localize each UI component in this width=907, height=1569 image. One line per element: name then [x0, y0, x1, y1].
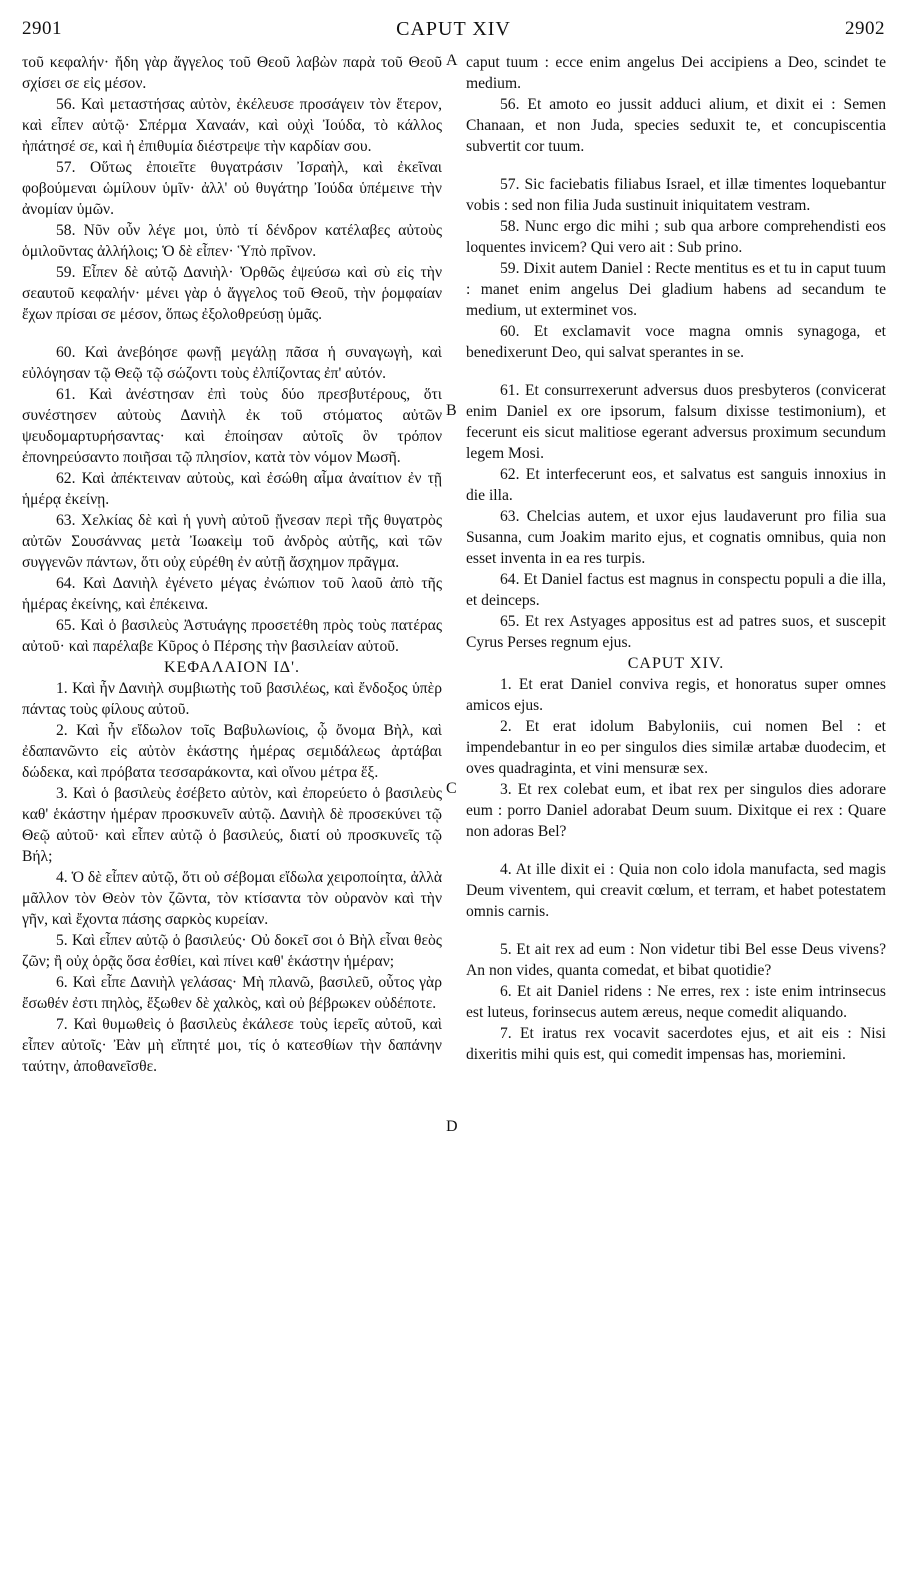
greek-ch14-verse-7: 7. Καὶ θυμωθεὶς ὁ βασιλεὺς ἐκάλεσε τοὺς ἱερεῖς αὐτοῦ, καὶ εἶπεν αὐτοῖς· Ἐὰν μὴ εἴπητέ μοι, τίς ὁ κατεσθίων τὴν δαπάνην ταύτην, ἀποθανεῖσθε. [22, 1016, 442, 1075]
greek-verse-59: 59. Εἶπεν δὲ αὐτῷ Δανιὴλ· Ὀρθῶς ἐψεύσω καὶ σὺ εἰς τὴν σεαυτοῦ κεφαλήν· μένει γὰρ ὁ ἄγγελος τοῦ Θεοῦ, τὴν ῥομφαίαν ἔχων πρίσαι σε μέσον, ὅπως ἐξολοθρεύσῃ ὑμᾶς. [22, 264, 442, 323]
greek-verse-58: 58. Νῦν οὖν λέγε μοι, ὑπὸ τί δένδρον κατέλαβες αὐτοὺς ὁμιλοῦντας ἀλλήλοις; Ὁ δὲ εἶπεν· Ὑπὸ πρῖνον. [22, 222, 442, 260]
latin-verse-59: 59. Dixit autem Daniel : Recte mentitus es et tu in caput tuum : manet enim angelus Dei gladium habens ad secandum te medium, ut exterminet vos. [466, 260, 886, 319]
greek-verse-65: 65. Καὶ ὁ βασιλεὺς Ἀστυάγης προσετέθη πρὸς τοὺς πατέρας αὐτοῦ· καὶ παρέλαβε Κῦρος ὁ Πέρσης τὴν βασιλείαν αὐτοῦ. [22, 617, 442, 655]
latin-verse-55-cont: caput tuum : ecce enim angelus Dei accipiens a Deo, scindet te medium. [466, 54, 886, 92]
latin-verse-56: 56. Et amoto eo jussit adduci alium, et dixit ei : Semen Chanaan, et non Juda, species seduxit te, et concupiscentia subvertit cor tuum. [466, 96, 886, 155]
latin-verse-63: 63. Chelcias autem, et uxor ejus laudaverunt pro filia sua Susanna, cum Joakim marito ejus, et cognatis omnibus, quia non esset inventa in ea res turpis. [466, 508, 886, 567]
latin-verse-60: 60. Et exclamavit voce magna omnis synagoga, et benedixerunt Deo, qui salvat sperantes in se. [466, 323, 886, 361]
greek-verse-62: 62. Καὶ ἀπέκτειναν αὐτοὺς, καὶ ἐσώθη αἷμα ἀναίτιον ἐν τῇ ἡμέρᾳ ἐκείνῃ. [22, 470, 442, 508]
greek-ch14-verse-4: 4. Ὁ δὲ εἶπεν αὐτῷ, ὅτι οὐ σέβομαι εἴδωλα χειροποίητα, ἀλλὰ μᾶλλον τὸν Θεὸν τὸν ζῶντα, τὸν κτίσαντα τὸν οὐρανὸν καὶ τὴν γῆν, καὶ ἔχοντα πάσης σαρκὸς κυρείαν. [22, 869, 442, 928]
greek-verse-60: 60. Καὶ ἀνεβόησε φωνῇ μεγάλῃ πᾶσα ἡ συναγωγὴ, καὶ εὐλόγησαν τῷ Θεῷ τῷ σώζοντι τοὺς ἐλπίζοντας ἐπ' αὐτόν. [22, 344, 442, 382]
latin-chapter-heading: CAPUT XIV. [627, 655, 725, 672]
latin-verse-58: 58. Nunc ergo dic mihi ; sub qua arbore comprehendisti eos loquentes invicem? Qui vero ait : Sub prino. [466, 218, 886, 256]
latin-ch14-verse-6: 6. Et ait Daniel ridens : Ne erres, rex : iste enim intrinsecus est luteus, forinsecus autem æreus, neque comedit aliquando. [466, 983, 886, 1021]
page-number-left: 2901 [22, 18, 62, 39]
greek-verse-56: 56. Καὶ μεταστήσας αὐτὸν, ἐκέλευσε προσάγειν τὸν ἕτερον, καὶ εἶπεν αὐτῷ· Σπέρμα Χαναάν, καὶ οὐχὶ Ἰούδα, τὸ κάλλος ἠπάτησέ σε, καὶ ἡ ἐπιθυμία διέστρεψε τὴν καρδίαν σου. [22, 96, 442, 155]
greek-ch14-verse-1: 1. Καὶ ἦν Δανιὴλ συμβιωτὴς τοῦ βασιλέως, καὶ ἔνδοξος ὑπὲρ πάντας τοὺς φίλους αὐτοῦ. [22, 680, 442, 718]
latin-ch14-verse-4: 4. At ille dixit ei : Quia non colo idola manufacta, sed magis Deum viventem, qui creavit cœlum, et terram, et habet potestatem omnis carnis. [466, 861, 886, 920]
greek-ch14-verse-5: 5. Καὶ εἶπεν αὐτῷ ὁ βασιλεύς· Οὐ δοκεῖ σοι ὁ Βὴλ εἶναι θεὸς ζῶν; ἢ οὐχ ὁρᾷς ὅσα ἐσθίει, καὶ πίνει καθ' ἑκάστην ἡμέραν; [22, 932, 442, 970]
greek-verse-63: 63. Χελκίας δὲ καὶ ἡ γυνὴ αὐτοῦ ᾔνεσαν περὶ τῆς θυγατρὸς αὐτῶν Σουσάννας μετὰ Ἰωακεὶμ τοῦ ἀνδρὸς αὐτῆς, καὶ τῶν συγγενῶν πάντων, ὅτι οὐχ εὑρέθη ἐν αὐτῇ ἄσχημον πρᾶγμα. [22, 512, 442, 571]
latin-verse-62: 62. Et interfecerunt eos, et salvatus est sanguis innoxius in die illa. [466, 466, 886, 504]
greek-verse-57: 57. Οὕτως ἐποιεῖτε θυγατράσιν Ἰσραὴλ, καὶ ἐκεῖναι φοβούμεναι ὡμίλουν ὑμῖν· ἀλλ' οὐ θυγάτηρ Ἰούδα ὑπέμεινε τὴν ἀνομίαν ὑμῶν. [22, 159, 442, 218]
margin-mark-a: A [446, 52, 458, 69]
page-header [0, 18, 907, 42]
latin-ch14-verse-2: 2. Et erat idolum Babyloniis, cui nomen Bel : et impendebantur in eo per singulos dies similæ artabæ duodecim, et oves quadraginta, et vini mensuræ sex. [466, 718, 886, 777]
margin-mark-b: B [446, 402, 457, 419]
latin-ch14-verse-1: 1. Et erat Daniel conviva regis, et honoratus super omnes amicos ejus. [466, 676, 886, 714]
margin-mark-d: D [446, 1118, 458, 1135]
latin-ch14-verse-3: 3. Et rex colebat eum, et ibat rex per singulos dies adorare eum : porro Daniel adorabat Deum suum. Dixitque ei rex : Quare non adoras Bel? [466, 781, 886, 840]
latin-verse-57: 57. Sic faciebatis filiabus Israel, et illæ timentes loquebantur vobis : sed non filia Juda sustinuit iniquitatem vestram. [466, 176, 886, 214]
greek-verse-55-cont: τοῦ κεφαλήν· ἤδη γὰρ ἄγγελος τοῦ Θεοῦ λαβὼν παρὰ τοῦ Θεοῦ σχίσει σε εἰς μέσον. [22, 54, 442, 92]
greek-column [22, 52, 442, 1077]
greek-verse-64: 64. Καὶ Δανιὴλ ἐγένετο μέγας ἐνώπιον τοῦ λαοῦ ἀπὸ τῆς ἡμέρας ἐκείνης, καὶ ἐπέκεινα. [22, 575, 442, 613]
running-title: CAPUT XIV [396, 18, 511, 40]
latin-verse-65: 65. Et rex Astyages appositus est ad patres suos, et suscepit Cyrus Perses regnum ejus. [466, 613, 886, 651]
latin-ch14-verse-5: 5. Et ait rex ad eum : Non videtur tibi Bel esse Deus vivens? An non vides, quanta comedat, et bibat quotidie? [466, 941, 886, 979]
page-number-right: 2902 [845, 18, 885, 39]
latin-verse-61: 61. Et consurrexerunt adversus duos presbyteros (convicerat enim Daniel ex ore ipsorum, falsum dixisse testimonium), et fecerunt eis sicut malitiose egerant adversus proximum secundum legem Mosi. [466, 382, 886, 462]
greek-ch14-verse-3: 3. Καὶ ὁ βασιλεὺς ἐσέβετο αὐτὸν, καὶ ἐπορεύετο ὁ βασιλεὺς καθ' ἑκάστην ἡμέραν προσκυνεῖν αὐτῷ. Δανιὴλ δὲ προσεκύνει τῷ Θεῷ αὐτοῦ· καὶ εἶπεν αὐτῷ ὁ βασιλεύς, διατί οὐ προσκυνεῖς τῷ Βήλ; [22, 785, 442, 865]
margin-mark-c: C [446, 780, 457, 797]
greek-ch14-verse-2: 2. Καὶ ἦν εἴδωλον τοῖς Βαβυλωνίοις, ᾧ ὄνομα Βὴλ, καὶ ἐδαπανῶντο εἰς αὐτὸν ἑκάστης ἡμέρας σεμιδάλεως ἀρτάβαι δώδεκα, καὶ πρόβατα τεσσαράκοντα, καὶ οἴνου μέτρα ἕξ. [22, 722, 442, 781]
latin-column [466, 52, 886, 1065]
latin-ch14-verse-7: 7. Et iratus rex vocavit sacerdotes ejus, et ait eis : Nisi dixeritis mihi quis est, qui comedit impensas has, moriemini. [466, 1025, 886, 1063]
greek-verse-61: 61. Καὶ ἀνέστησαν ἐπὶ τοὺς δύο πρεσβυτέρους, ὅτι συνέστησεν αὐτοὺς Δανιὴλ ἐκ τοῦ στόματος αὐτῶν ψευδομαρτυρήσαντας· καὶ ἐποίησαν αὐτοῖς ὃν τρόπον ἐπονηρεύσαντο ποιῆσαι τῷ πλησίον, κατὰ τὸν νόμον Μωσῆ. [22, 386, 442, 466]
latin-verse-64: 64. Et Daniel factus est magnus in conspectu populi a die illa, et deinceps. [466, 571, 886, 609]
greek-ch14-verse-6: 6. Καὶ εἶπε Δανιὴλ γελάσας· Μὴ πλανῶ, βασιλεῦ, οὗτος γὰρ ἔσωθέν ἐστι πηλὸς, ἔξωθεν δὲ χαλκὸς, καὶ οὐ βέβρωκεν οὐδέποτε. [22, 974, 442, 1012]
greek-chapter-heading: ΚΕΦΑΛΑΙΟΝ ΙΔ'. [164, 659, 300, 676]
